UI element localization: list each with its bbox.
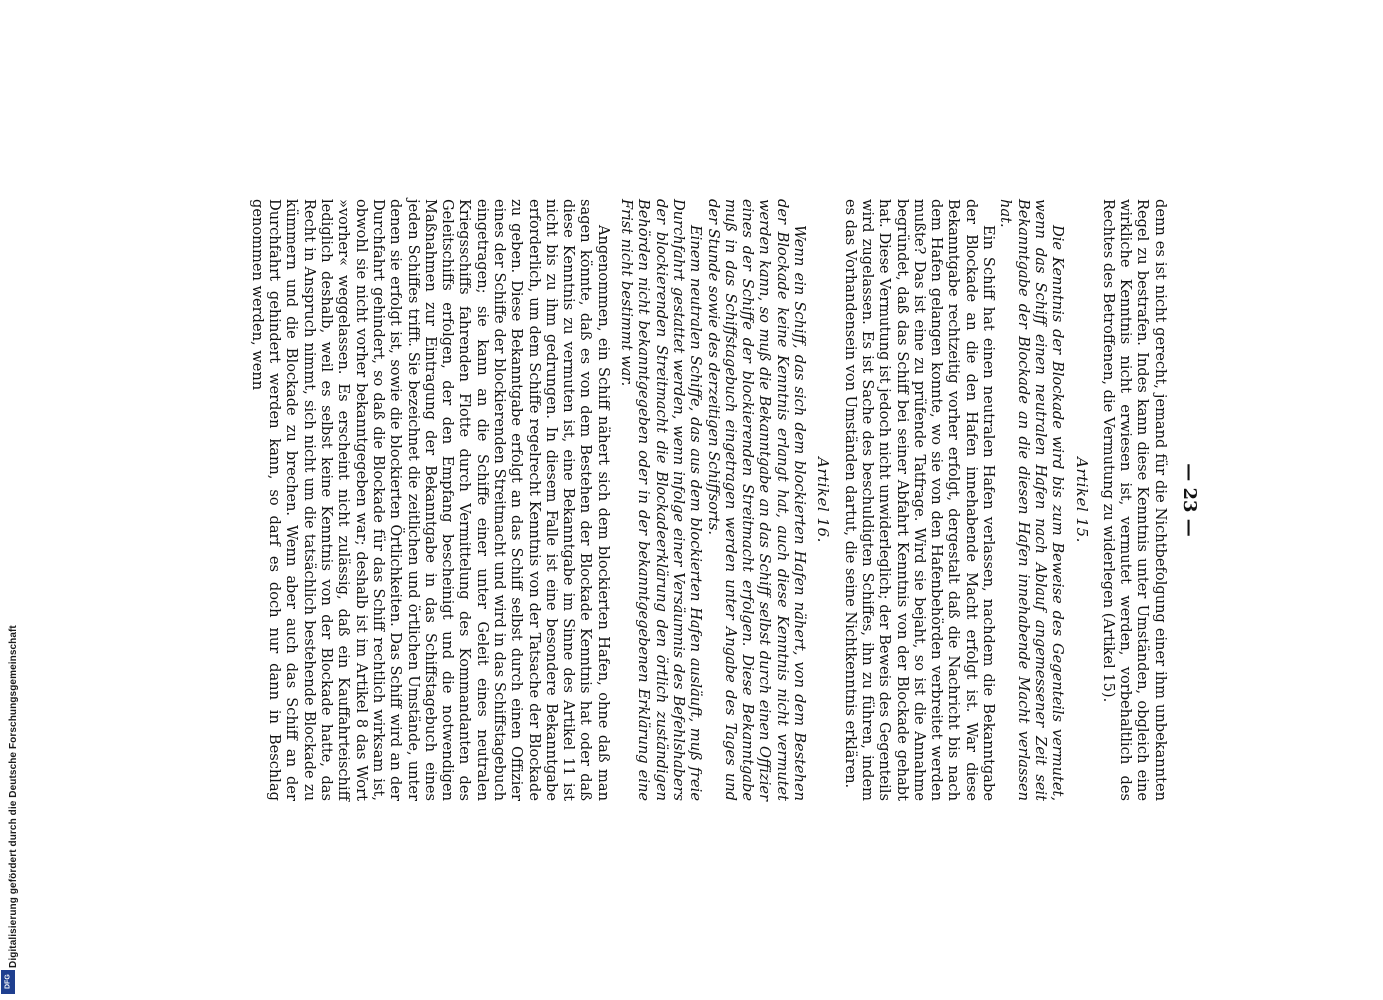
article-15-heading: Artikel 15. (1072, 457, 1091, 543)
article-16-commentary: Angenommen, ein Schiff nähert sich dem blockierten Hafen, ohne daß man sagen könnte, daß es von dem Bestehen der Blockade Kenntnis hat oder daß diese Kenntnis zu vermuten ist, eine Bekanntgabe im Sinne des Artikel 11 ist nicht bis zu ihm gedrungen. In diesem Falle ist eine besondere Bekanntgabe erforderlich, um dem Schiffe regelrecht Kenntnis von der Tatsache der Blockade zu geben. Diese Bekanntgabe erfolgt an das Schiff selbst durch einen Offizier eines der Schiffe der blockierenden Streitmacht und wird in das Schiffstagebuch eingetragen; sie kann an die Schiffe einer unter Geleit eines neutralen Kriegsschiffs fahrenden Flotte durch Vermittelung des Kommandanten des Geleitschiffs erfolgen, der den Empfang bescheinigt und die notwendigen Maßnahmen zur Eintragung der Bekanntgabe in das Schiffstagebuch eines jeden Schiffes trifft. Sie bezeichnet die zeitlichen und örtlichen Umstände, unter denen sie erfolgt ist, sowie die blockierten Örtlichkeiten. Das Schiff wird an der Durchfahrt gehindert, so daß die Blockade für das Schiff rechtlich wirksam ist, obwohl sie nicht vorher bekanntgegeben war; deshalb ist im Artikel 8 das Wort »vorher« weggelassen. Es erscheint nicht zulässig, daß ein Kauffahrteischiff lediglich deshalb, weil es selbst keine Kenntnis von der Blockade hatte, das Recht in Anspruch nimmt, sich nicht um die tatsächlich bestehende Blockade zu kümmern und die Blockade zu brechen. Wenn aber auch das Schiff an der Durchfahrt gehindert werden kann, so darf es doch nur dann in Beschlag genommen werden, wenn (248, 199, 612, 801)
dfg-logo: DFG (1, 970, 15, 994)
article-16-text-2: Einem neutralen Schiffe, das aus dem blockierten Hafen ausläuft, muß freie Durchfahrt gestattet werden, wenn infolge einer Versäumnis des Befehlshabers der blockierenden Streitmacht die Blockadeerklärung den örtlich zuständigen Behörden nicht bekanntgegeben oder in der bekanntgegebenen Erklärung eine Frist nicht bestimmt war. (618, 199, 705, 801)
article-15-text: Die Kenntnis der Blockade wird bis zum Beweise des Gegenteils vermutet, wenn das Schiff einen neutralen Hafen nach Ablauf angemessener Zeit seit Bekanntgabe der Blockade an die diesen Hafen innehabende Macht verlassen hat. (997, 199, 1067, 801)
article-15-commentary: Ein Schiff hat einen neutralen Hafen verlassen, nachdem die Bekanntgabe der Blockade an die den Hafen innehabende Macht erfolgt ist. War diese Bekanntgabe rechtzeitig vorher erfolgt, dergestalt daß die Nachricht bis nach dem Hafen gelangen konnte, wo sie von den Hafenbehörden verbreitet werden mußte? Das ist eine zu prüfende Tatfrage. Wird sie bejaht, so ist die Annahme begründet, daß das Schiff bei seiner Abfahrt Kenntnis von der Blockade gehabt hat. Diese Vermutung ist jedoch nicht unwiderleglich; der Beweis des Gegenteils wird zugelassen. Es ist Sache des beschuldigten Schiffes, ihn zu führen, indem es das Vorhandensein von Umständen dartut, die seine Nichtkenntnis erklären. (841, 199, 998, 801)
intro-paragraph: denn es ist nicht gerecht, jemand für die Nichtbefolgung einer ihm unbekannten Regel zu bestrafen. Indes kann diese Kenntnis unter Umständen, obgleich eine wirkliche Kenntnis nicht erwiesen ist, vermutet werden, vorbehaltlich des Rechtes des Betroffenen, die Vermutung zu widerlegen (Artikel 15). (1099, 199, 1169, 801)
credit-text: Digitalisierung gefördert durch die Deutsche Forschungsgemeinschaft (8, 625, 19, 968)
document-page (120, 165, 1220, 835)
page-number: — 23 — (1179, 463, 1200, 537)
article-16-text-1: Wenn ein Schiff, das sich dem blockierten Hafen nähert, von dem Bestehen der Blockade keine Kenntnis erlangt hat, auch diese Kenntnis nicht vermutet werden kann, so muß die Bekanntgabe an das Schiff selbst durch einen Offizier eines der Schiffe der blockierenden Streitmacht erfolgen. Diese Bekanntgabe muß in das Schiffstagebuch eingetragen werden unter Angabe des Tages und der Stunde sowie des derzeitigen Schiffsorts. (704, 199, 809, 801)
digitization-credit (0, 0, 19, 1000)
article-16-heading: Artikel 16. (814, 457, 833, 543)
scanned-page-area (120, 165, 1220, 835)
